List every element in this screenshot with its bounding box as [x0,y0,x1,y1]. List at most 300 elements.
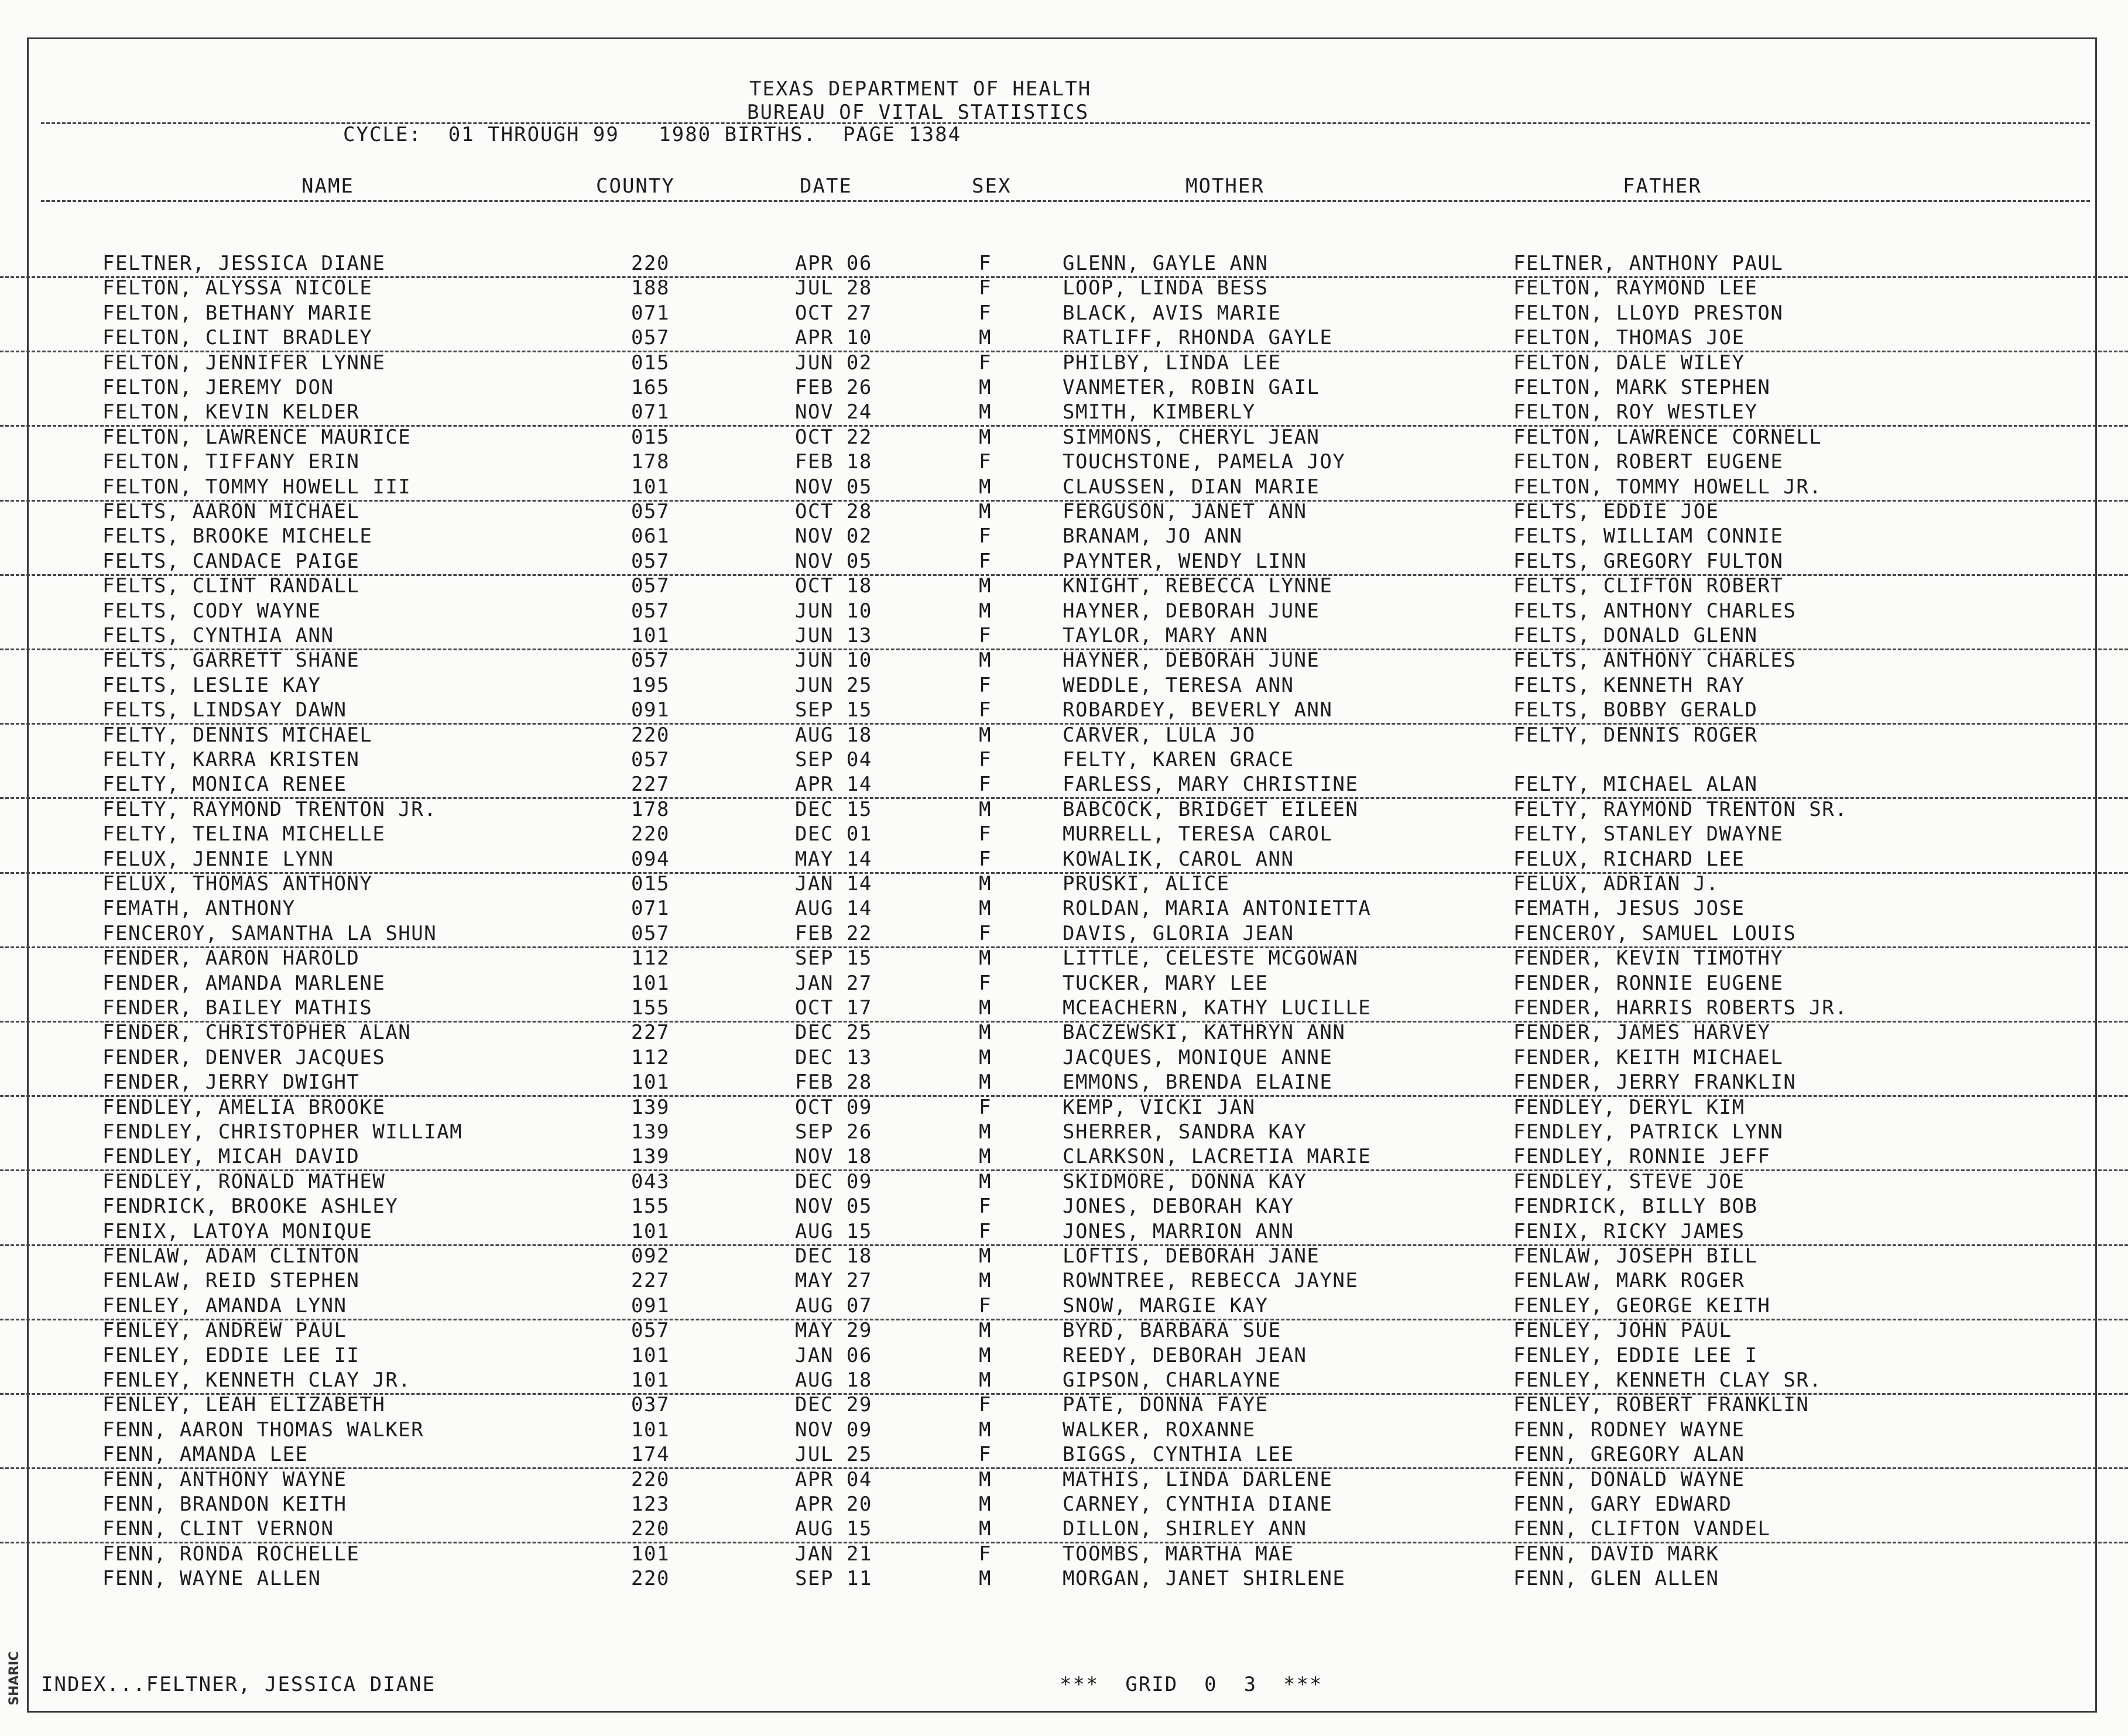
cell-mother: FELTY, KAREN GRACE [1063,748,1294,771]
cell-date: AUG 15 [795,1517,872,1541]
cell-father: FELUX, ADRIAN J. [1513,872,1719,896]
table-row [0,376,2128,400]
cell-county: 227 [631,1021,670,1045]
header-bureau: BUREAU OF VITAL STATISTICS [747,101,1089,124]
cell-county: 101 [631,475,670,499]
cell-date: APR 06 [795,252,872,275]
cell-county: 101 [631,1542,670,1566]
cell-mother: BIGGS, CYNTHIA LEE [1063,1443,1294,1467]
cell-mother: MATHIS, LINDA DARLENE [1063,1467,1333,1491]
cell-father: FELTNER, ANTHONY PAUL [1513,252,1784,275]
cell-name: FELTON, JENNIFER LYNNE [102,351,386,375]
cell-mother: BRANAM, JO ANN [1063,524,1243,548]
cell-mother: CLAUSSEN, DIAN MARIE [1063,475,1320,499]
cell-mother: GLENN, GAYLE ANN [1063,252,1269,275]
cell-county: 015 [631,872,670,896]
cell-mother: TOUCHSTONE, PAMELA JOY [1063,450,1346,474]
cell-county: 220 [631,1567,670,1591]
cell-date: SEP 26 [795,1120,872,1144]
cell-mother: SKIDMORE, DONNA KAY [1063,1169,1307,1193]
cell-father: FENDER, KEVIN TIMOTHY [1513,946,1784,970]
cell-date: DEC 09 [795,1169,872,1193]
cell-father: FENLEY, EDDIE LEE I [1513,1343,1758,1367]
cell-date: JUN 10 [795,599,872,623]
cell-date: NOV 02 [795,524,872,548]
cell-sex: M [979,946,992,970]
column-header-mother: MOTHER [1185,174,1265,198]
cell-county: 112 [631,1045,670,1069]
cell-mother: FARLESS, MARY CHRISTINE [1063,773,1359,797]
cell-mother: BLACK, AVIS MARIE [1063,301,1281,325]
cell-date: FEB 22 [795,921,872,945]
cell-date: NOV 05 [795,549,872,573]
cell-sex: M [979,797,992,821]
cell-father: FENLEY, ROBERT FRANKLIN [1513,1393,1810,1417]
cell-father: FELTON, DALE WILEY [1513,351,1745,375]
cell-mother: KEMP, VICKI JAN [1063,1095,1256,1119]
cell-name: FENDRICK, BROOKE ASHLEY [102,1195,399,1219]
cell-date: MAY 27 [795,1269,872,1293]
cell-name: FENDER, JERRY DWIGHT [102,1071,360,1095]
cell-sex: F [979,971,992,995]
cell-date: JAN 27 [795,971,872,995]
cell-name: FENLEY, EDDIE LEE II [102,1343,360,1367]
cell-name: FELTON, CLINT BRADLEY [102,326,373,350]
cell-mother: CARNEY, CYNTHIA DIANE [1063,1493,1333,1516]
cell-county: 057 [631,326,670,350]
cell-date: NOV 09 [795,1418,872,1442]
table-row [0,1294,2128,1320]
cell-date: MAY 29 [795,1319,872,1343]
cell-name: FENDER, AARON HAROLD [102,946,360,970]
cell-county: 188 [631,276,670,300]
cell-father: FENN, DONALD WAYNE [1513,1467,1745,1491]
cell-sex: F [979,524,992,548]
table-row [0,872,2128,897]
cell-sex: M [979,1418,992,1442]
table-row [0,475,2128,502]
cell-sex: M [979,1071,992,1095]
cell-name: FELTON, JEREMY DON [102,376,334,399]
cell-date: SEP 04 [795,748,872,771]
cell-date: SEP 15 [795,698,872,722]
cell-county: 155 [631,996,670,1020]
cell-county: 220 [631,1517,670,1541]
cell-father: FENLEY, KENNETH CLAY SR. [1513,1368,1822,1392]
cell-mother: EMMONS, BRENDA ELAINE [1063,1071,1333,1095]
cell-sex: M [979,400,992,424]
cell-mother: PHILBY, LINDA LEE [1063,351,1281,375]
cell-county: 094 [631,847,670,871]
cell-sex: F [979,673,992,697]
table-row [0,276,2128,301]
cell-sex: M [979,1493,992,1516]
table-row [0,1120,2128,1145]
cell-county: 101 [631,624,670,647]
cell-name: FENDER, AMANDA MARLENE [102,971,386,995]
cell-name: FENLEY, KENNETH CLAY JR. [102,1368,412,1392]
cell-mother: CARVER, LULA JO [1063,723,1256,747]
cell-date: FEB 26 [795,376,872,399]
cell-sex: M [979,574,992,598]
cell-sex: F [979,450,992,474]
cell-name: FELTS, BROOKE MICHELE [102,524,373,548]
table-row [0,400,2128,427]
cell-father: FELTY, STANLEY DWAYNE [1513,822,1784,846]
table-row [0,946,2128,971]
table-row [0,996,2128,1023]
cell-date: OCT 27 [795,301,872,325]
table-row [0,1145,2128,1171]
header-rule [41,122,2090,124]
table-row [0,1493,2128,1517]
cell-name: FENN, CLINT VERNON [102,1517,334,1541]
cell-mother: PAYNTER, WENDY LINN [1063,549,1307,573]
header-cycle: CYCLE: 01 THROUGH 99 1980 BIRTHS. PAGE 1384 [343,123,962,146]
cell-father: FENDER, HARRIS ROBERTS JR. [1513,996,1848,1020]
cell-county: 101 [631,1368,670,1392]
cell-county: 139 [631,1145,670,1169]
cell-date: DEC 13 [795,1045,872,1069]
cell-sex: M [979,500,992,523]
cell-mother: BABCOCK, BRIDGET EILEEN [1063,797,1359,821]
table-row [0,624,2128,650]
cell-sex: M [979,872,992,896]
cell-county: 220 [631,723,670,747]
cell-county: 057 [631,574,670,598]
cell-date: DEC 29 [795,1393,872,1417]
cell-name: FENLEY, ANDREW PAUL [102,1319,347,1343]
cell-name: FENDLEY, CHRISTOPHER WILLIAM [102,1120,463,1144]
table-row [0,1195,2128,1219]
cell-father: FELTS, WILLIAM CONNIE [1513,524,1784,548]
cell-father: FELTON, TOMMY HOWELL JR. [1513,475,1822,499]
cell-county: 101 [631,1219,670,1243]
table-row [0,1567,2128,1591]
cell-county: 091 [631,1294,670,1318]
cell-mother: BYRD, BARBARA SUE [1063,1319,1281,1343]
cell-name: FELTNER, JESSICA DIANE [102,252,386,275]
table-row [0,351,2128,376]
cell-county: 091 [631,698,670,722]
cell-name: FELTY, DENNIS MICHAEL [102,723,373,747]
table-row [0,550,2128,576]
cell-mother: FERGUSON, JANET ANN [1063,500,1307,523]
table-row [0,1468,2128,1493]
cell-county: 057 [631,549,670,573]
cell-county: 057 [631,921,670,945]
cell-mother: TAYLOR, MARY ANN [1063,624,1269,647]
cell-mother: LOOP, LINDA BESS [1063,276,1269,300]
cell-mother: HAYNER, DEBORAH JUNE [1063,599,1320,623]
cell-name: FENLEY, LEAH ELIZABETH [102,1393,386,1417]
cell-mother: MORGAN, JANET SHIRLENE [1063,1567,1346,1591]
cell-date: APR 10 [795,326,872,350]
cell-name: FENN, BRANDON KEITH [102,1493,347,1516]
cell-sex: M [979,1021,992,1045]
table-row [0,1269,2128,1294]
cell-sex: M [979,649,992,673]
cell-father: FELTS, GREGORY FULTON [1513,549,1784,573]
cell-county: 112 [631,946,670,970]
cell-sex: F [979,549,992,573]
cell-father: FENDER, JAMES HARVEY [1513,1021,1771,1045]
cell-county: 178 [631,797,670,821]
cell-mother: JONES, MARRION ANN [1063,1219,1294,1243]
cell-county: 165 [631,376,670,399]
cell-county: 092 [631,1244,670,1268]
cell-name: FENN, AMANDA LEE [102,1443,309,1467]
cell-county: 071 [631,301,670,325]
cell-county: 155 [631,1195,670,1219]
cell-date: OCT 18 [795,574,872,598]
cell-father: FENN, DAVID MARK [1513,1542,1719,1566]
cell-date: SEP 15 [795,946,872,970]
cell-sex: M [979,723,992,747]
cell-father: FENCEROY, SAMUEL LOUIS [1513,921,1797,945]
cell-mother: VANMETER, ROBIN GAIL [1063,376,1320,399]
cell-date: NOV 24 [795,400,872,424]
cell-father: FENDLEY, DERYL KIM [1513,1095,1745,1119]
cell-father: FELTY, MICHAEL ALAN [1513,773,1758,797]
cell-name: FENCEROY, SAMANTHA LA SHUN [102,921,437,945]
cell-mother: CLARKSON, LACRETIA MARIE [1063,1145,1372,1169]
cell-date: JAN 14 [795,872,872,896]
table-row [0,1517,2128,1543]
cell-name: FEMATH, ANTHONY [102,897,296,921]
table-row [0,1443,2128,1469]
cell-name: FELTY, TELINA MICHELLE [102,822,386,846]
cell-date: AUG 15 [795,1219,872,1243]
table-row [0,1418,2128,1443]
cell-date: JAN 21 [795,1542,872,1566]
cell-county: 015 [631,425,670,449]
cell-sex: M [979,1145,992,1169]
cell-county: 174 [631,1443,670,1467]
cell-mother: MURRELL, TERESA CAROL [1063,822,1333,846]
cell-name: FELUX, JENNIE LYNN [102,847,334,871]
cell-name: FENLAW, REID STEPHEN [102,1269,360,1293]
cell-sex: M [979,1319,992,1343]
table-row [0,301,2128,326]
cell-father: FENDLEY, RONNIE JEFF [1513,1145,1771,1169]
cell-sex: F [979,276,992,300]
cell-date: AUG 14 [795,897,872,921]
cell-county: 220 [631,1467,670,1491]
cell-sex: M [979,376,992,399]
table-row [0,972,2128,996]
cell-father: FENLEY, GEORGE KEITH [1513,1294,1771,1318]
cell-name: FENDLEY, RONALD MATHEW [102,1169,386,1193]
cell-sex: F [979,1095,992,1119]
cell-mother: MCEACHERN, KATHY LUCILLE [1063,996,1372,1020]
cell-date: JUN 02 [795,351,872,375]
cell-date: AUG 07 [795,1294,872,1318]
table-row [0,574,2128,599]
cell-date: DEC 25 [795,1021,872,1045]
cell-sex: F [979,1393,992,1417]
table-row [0,1542,2128,1567]
cell-sex: F [979,1219,992,1243]
table-row [0,1021,2128,1045]
cell-name: FELTON, TIFFANY ERIN [102,450,360,474]
cell-county: 101 [631,1343,670,1367]
column-header-date: DATE [800,174,852,198]
table-row [0,1244,2128,1269]
table-row [0,1071,2128,1097]
table-row [0,822,2128,847]
cell-father: FELTON, LLOYD PRESTON [1513,301,1784,325]
cell-date: JUN 13 [795,624,872,647]
cell-name: FELTY, RAYMOND TRENTON JR. [102,797,437,821]
cell-father: FELTON, ROBERT EUGENE [1513,450,1784,474]
cell-name: FELTY, KARRA KRISTEN [102,748,360,771]
table-row [0,698,2128,725]
cell-date: APR 14 [795,773,872,797]
cell-date: JUN 25 [795,673,872,697]
cell-father: FENDER, JERRY FRANKLIN [1513,1071,1797,1095]
column-header-county: COUNTY [596,174,675,198]
cell-date: JAN 06 [795,1343,872,1367]
cell-sex: M [979,996,992,1020]
cell-sex: F [979,624,992,647]
cell-father: FEMATH, JESUS JOSE [1513,897,1745,921]
cell-father: FELTS, KENNETH RAY [1513,673,1745,697]
cell-father: FELTY, RAYMOND TRENTON SR. [1513,797,1848,821]
cell-county: 037 [631,1393,670,1417]
cell-date: JUL 28 [795,276,872,300]
table-row [0,252,2128,278]
cell-name: FENLEY, AMANDA LYNN [102,1294,347,1318]
cell-county: 101 [631,971,670,995]
table-row [0,748,2128,773]
cell-county: 061 [631,524,670,548]
cell-mother: JACQUES, MONIQUE ANNE [1063,1045,1333,1069]
cell-name: FELTS, LESLIE KAY [102,673,321,697]
cell-name: FELTS, GARRETT SHANE [102,649,360,673]
cell-date: JUL 25 [795,1443,872,1467]
cell-name: FENDLEY, MICAH DAVID [102,1145,360,1169]
cell-sex: F [979,773,992,797]
column-header-rule [41,200,2090,202]
cell-father: FELUX, RICHARD LEE [1513,847,1745,871]
cell-mother: SIMMONS, CHERYL JEAN [1063,425,1320,449]
cell-sex: M [979,1467,992,1491]
cell-name: FELTS, CANDACE PAIGE [102,549,360,573]
cell-date: OCT 09 [795,1095,872,1119]
cell-county: 043 [631,1169,670,1193]
cell-father: FELTY, DENNIS ROGER [1513,723,1758,747]
cell-mother: HAYNER, DEBORAH JUNE [1063,649,1320,673]
cell-mother: SMITH, KIMBERLY [1063,400,1256,424]
cell-name: FENN, RONDA ROCHELLE [102,1542,360,1566]
cell-mother: TUCKER, MARY LEE [1063,971,1269,995]
cell-name: FENLAW, ADAM CLINTON [102,1244,360,1268]
table-row [0,1170,2128,1195]
cell-father: FELTS, DONALD GLENN [1513,624,1758,647]
cell-date: FEB 18 [795,450,872,474]
cell-name: FELTON, TOMMY HOWELL III [102,475,412,499]
cell-county: 057 [631,1319,670,1343]
cell-father: FENIX, RICKY JAMES [1513,1219,1745,1243]
cell-father: FELTS, CLIFTON ROBERT [1513,574,1784,598]
cell-county: 057 [631,748,670,771]
cell-date: DEC 01 [795,822,872,846]
cell-sex: M [979,599,992,623]
cell-mother: SNOW, MARGIE KAY [1063,1294,1269,1318]
cell-father: FELTS, EDDIE JOE [1513,500,1719,523]
footer-index: INDEX...FELTNER, JESSICA DIANE [41,1673,436,1696]
cell-county: 071 [631,400,670,424]
cell-date: DEC 15 [795,797,872,821]
cell-sex: F [979,1542,992,1566]
cell-name: FELTON, LAWRENCE MAURICE [102,425,412,449]
cell-father: FENLAW, JOSEPH BILL [1513,1244,1758,1268]
cell-sex: M [979,897,992,921]
cell-county: 139 [631,1120,670,1144]
cell-mother: GIPSON, CHARLAYNE [1063,1368,1281,1392]
table-row [0,798,2128,822]
cell-date: NOV 05 [795,1195,872,1219]
table-row [0,524,2128,549]
table-row [0,674,2128,698]
table-row [0,848,2128,874]
cell-date: OCT 17 [795,996,872,1020]
cell-father: FELTON, RAYMOND LEE [1513,276,1758,300]
cell-name: FENDER, BAILEY MATHIS [102,996,373,1020]
cell-mother: WEDDLE, TERESA ANN [1063,673,1294,697]
cell-county: 015 [631,351,670,375]
table-row [0,599,2128,624]
cell-father: FENLAW, MARK ROGER [1513,1269,1745,1293]
cell-father: FENN, CLIFTON VANDEL [1513,1517,1771,1541]
cell-sex: F [979,748,992,771]
cell-mother: PATE, DONNA FAYE [1063,1393,1269,1417]
cell-name: FELTS, CYNTHIA ANN [102,624,334,647]
header-agency: TEXAS DEPARTMENT OF HEALTH [749,77,1092,101]
cell-father: FELTS, ANTHONY CHARLES [1513,599,1797,623]
cell-name: FELTS, LINDSAY DAWN [102,698,347,722]
cell-name: FENIX, LATOYA MONIQUE [102,1219,373,1243]
cell-father: FENN, RODNEY WAYNE [1513,1418,1745,1442]
cell-father: FENDER, RONNIE EUGENE [1513,971,1784,995]
cell-name: FELTON, BETHANY MARIE [102,301,373,325]
cell-mother: DILLON, SHIRLEY ANN [1063,1517,1307,1541]
cell-sex: F [979,822,992,846]
cell-sex: M [979,475,992,499]
cell-date: MAY 14 [795,847,872,871]
cell-sex: M [979,1567,992,1591]
cell-name: FELUX, THOMAS ANTHONY [102,872,373,896]
table-row [0,649,2128,673]
cell-mother: PRUSKI, ALICE [1063,872,1230,896]
table-row [0,897,2128,921]
cell-father: FELTS, ANTHONY CHARLES [1513,649,1797,673]
table-row [0,1393,2128,1418]
cell-father: FENN, GLEN ALLEN [1513,1567,1719,1591]
cell-date: OCT 28 [795,500,872,523]
cell-name: FENDER, CHRISTOPHER ALAN [102,1021,412,1045]
cell-mother: JONES, DEBORAH KAY [1063,1195,1294,1219]
cell-sex: M [979,326,992,350]
cell-sex: F [979,301,992,325]
cell-mother: SHERRER, SANDRA KAY [1063,1120,1307,1144]
cell-date: FEB 28 [795,1071,872,1095]
cell-father: FENDLEY, PATRICK LYNN [1513,1120,1784,1144]
cell-county: 071 [631,897,670,921]
cell-mother: RATLIFF, RHONDA GAYLE [1063,326,1333,350]
table-row [0,326,2128,352]
